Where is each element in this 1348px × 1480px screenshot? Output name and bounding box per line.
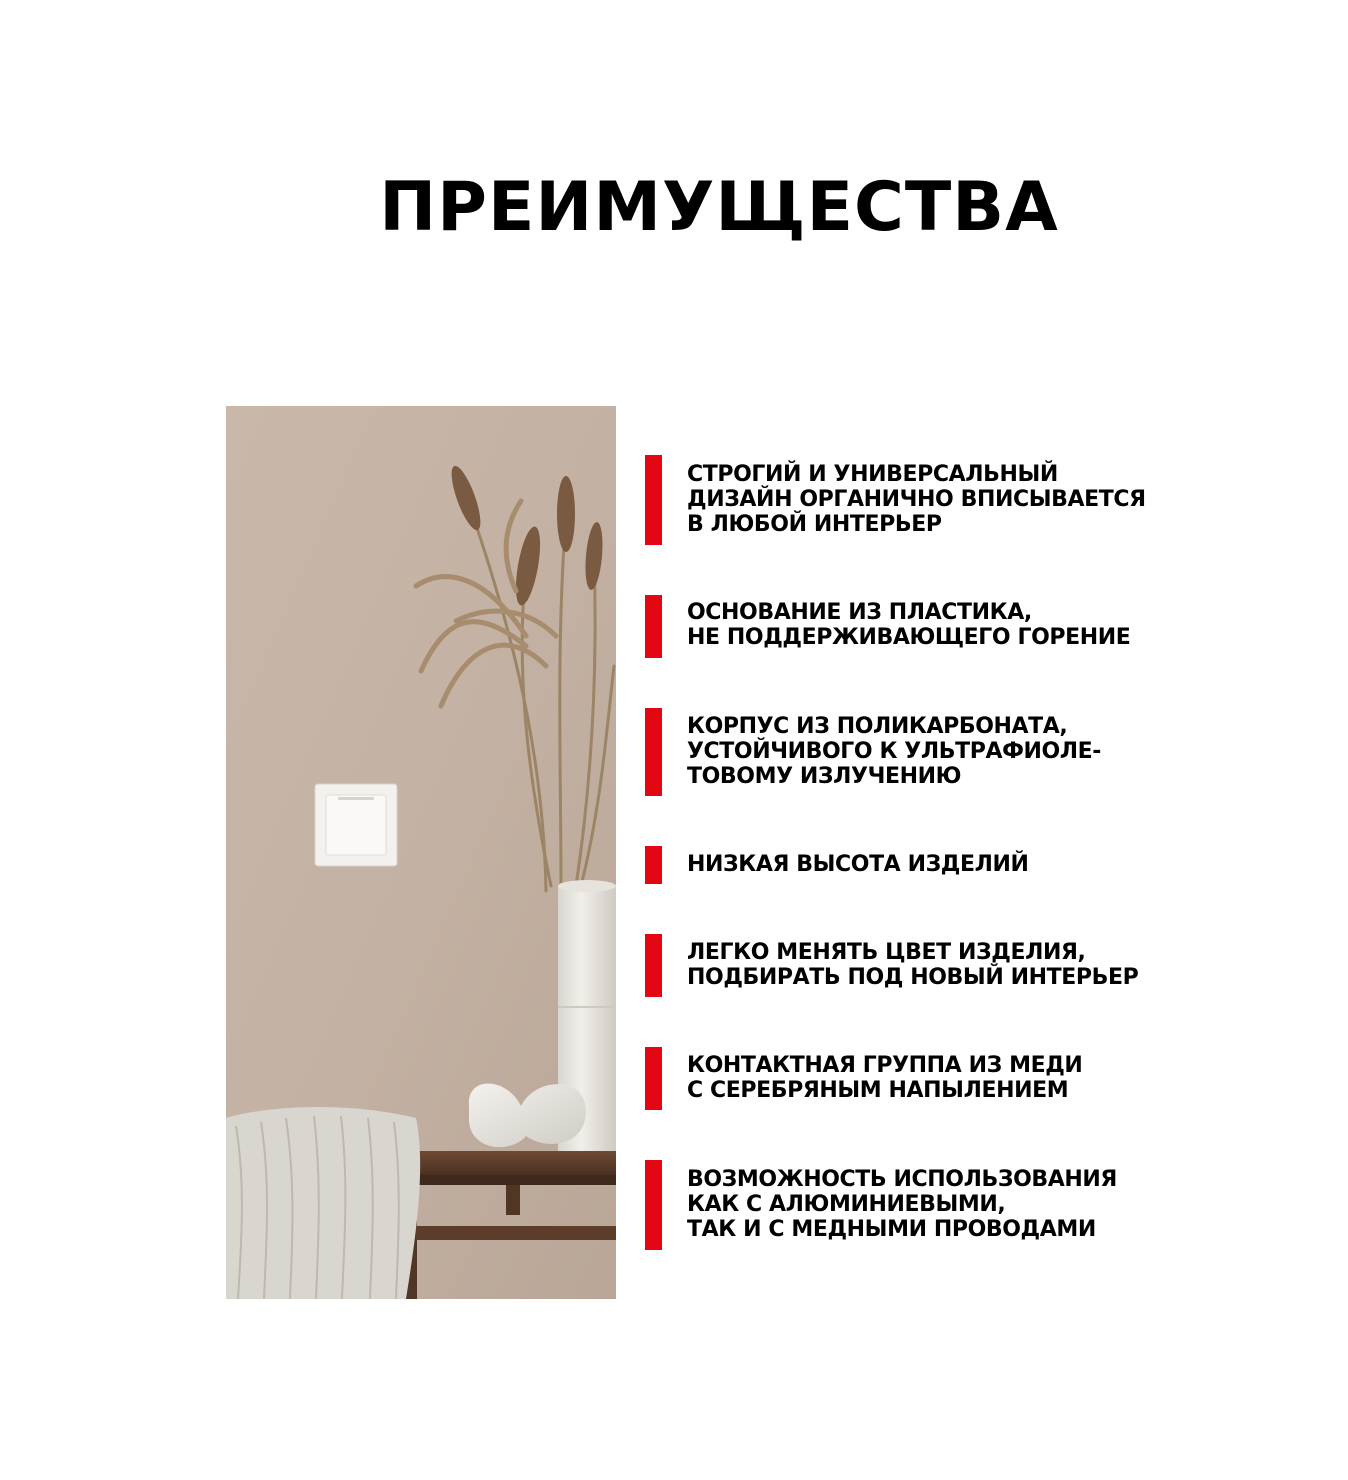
interior-photo — [226, 406, 616, 1299]
feature-accent-bar — [645, 934, 662, 997]
feature-accent-bar — [645, 1047, 662, 1110]
feature-accent-bar — [645, 595, 662, 658]
blanket — [226, 1107, 420, 1299]
feature-text: КОРПУС ИЗ ПОЛИКАРБОНАТА, УСТОЙЧИВОГО К УЛЬТРАФИОЛЕ- ТОВОМУ ИЗЛУЧЕНИЮ — [687, 714, 1102, 789]
feature-accent-bar — [645, 846, 662, 884]
feature-accent-bar — [645, 455, 662, 545]
page-title: ПРЕИМУЩЕСТВА — [379, 168, 1059, 247]
feature-text: ВОЗМОЖНОСТЬ ИСПОЛЬЗОВАНИЯ КАК С АЛЮМИНИЕВЫМИ, ТАК И С МЕДНЫМИ ПРОВОДАМИ — [687, 1167, 1117, 1242]
feature-text: НИЗКАЯ ВЫСОТА ИЗДЕЛИЙ — [687, 852, 1029, 877]
feature-text: ОСНОВАНИЕ ИЗ ПЛАСТИКА, НЕ ПОДДЕРЖИВАЮЩЕГО ГОРЕНИЕ — [687, 600, 1131, 650]
feature-accent-bar — [645, 708, 662, 796]
light-switch — [315, 784, 397, 866]
interior-illustration — [226, 406, 616, 1299]
feature-text: КОНТАКТНАЯ ГРУППА ИЗ МЕДИ С СЕРЕБРЯНЫМ НАПЫЛЕНИЕМ — [687, 1053, 1083, 1103]
feature-text: СТРОГИЙ И УНИВЕРСАЛЬНЫЙ ДИЗАЙН ОРГАНИЧНО ВПИСЫВАЕТСЯ В ЛЮБОЙ ИНТЕРЬЕР — [687, 462, 1146, 537]
feature-text: ЛЕГКО МЕНЯТЬ ЦВЕТ ИЗДЕЛИЯ, ПОДБИРАТЬ ПОД НОВЫЙ ИНТЕРЬЕР — [687, 940, 1139, 990]
feature-accent-bar — [645, 1160, 662, 1250]
